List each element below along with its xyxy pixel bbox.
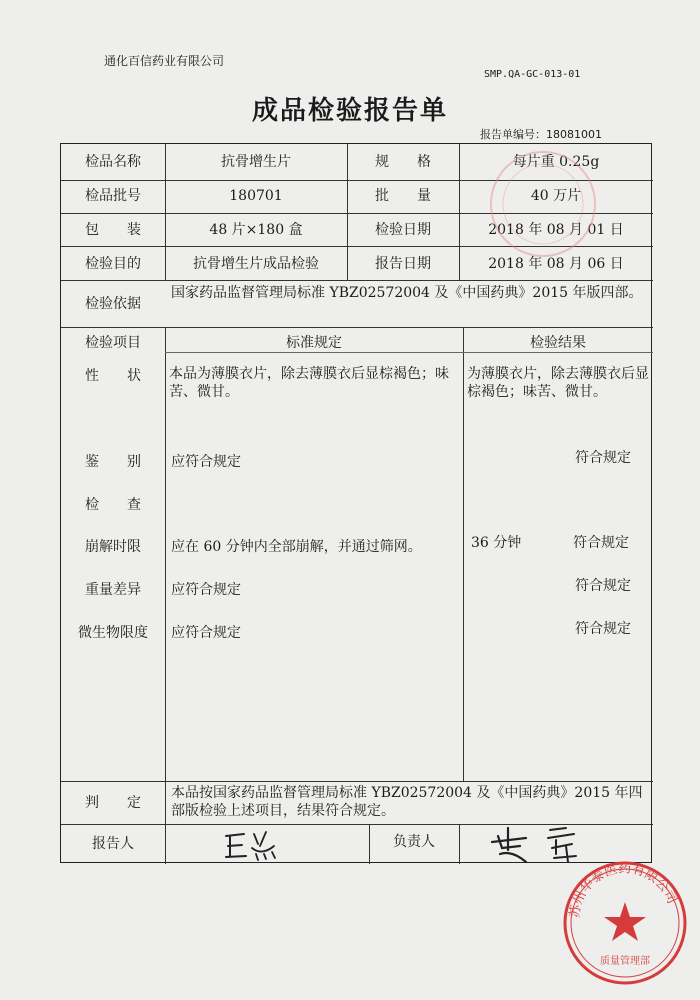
item-name: 重量差异: [85, 582, 141, 598]
item-name: 崩解时限: [85, 539, 141, 555]
company-seal: [560, 858, 690, 988]
item-result: 为薄膜衣片，除去薄膜衣后显棕褐色；味苦、微甘。: [467, 366, 649, 400]
conclusion-label: 判 定: [85, 795, 141, 811]
test-date-value: 2018 年 08 月 01 日: [488, 222, 624, 238]
company-name: 通化百信药业有限公司: [104, 54, 225, 68]
page-title: 成品检验报告单: [251, 96, 448, 126]
svg-text:质量管理部: 质量管理部: [600, 956, 650, 967]
item-standard: 应符合规定: [171, 454, 241, 470]
col-divider: [459, 824, 460, 864]
item-result: 符合规定: [573, 535, 629, 551]
item-standard: 应在 60 分钟内全部崩解，并通过筛网。: [171, 539, 422, 555]
row-divider: [61, 781, 653, 782]
item-name: 性 状: [85, 368, 141, 384]
package-label: 包 装: [85, 222, 141, 238]
row-divider: [61, 280, 653, 281]
reporter-signature: [222, 826, 292, 866]
item-standard: 应符合规定: [171, 625, 241, 641]
item-value: 36 分钟: [471, 535, 522, 551]
package-value: 48 片×180 盒: [209, 222, 303, 238]
report-number: 报告单编号：18081001: [480, 128, 602, 141]
item-name: 微生物限度: [78, 625, 148, 641]
col-divider: [463, 327, 464, 781]
item-standard: 本品为薄膜衣片，除去薄膜衣后显棕褐色；味苦、微甘。: [169, 366, 449, 400]
conclusion-text: 本品按国家药品监督管理局标准 YBZ02572004 及《中国药典》2015 年四部版检验上述项目，结果符合规定。: [171, 785, 643, 819]
report-date-value: 2018 年 08 月 06 日: [488, 256, 624, 272]
responsible-label: 负责人: [393, 834, 435, 850]
purpose-value: 抗骨增生片成品检验: [193, 256, 319, 272]
basis-label: 检验依据: [85, 296, 141, 312]
items-header-result: 检验结果: [530, 335, 586, 351]
report-date-label: 报告日期: [375, 256, 431, 272]
item-result: 符合规定: [575, 621, 631, 637]
item-name: 鉴 别: [85, 454, 141, 470]
item-standard: 应符合规定: [171, 582, 241, 598]
items-header-line: [165, 352, 653, 353]
svg-text:苏州华泰医药有限公司: 苏州华泰医药有限公司: [567, 861, 680, 919]
reporter-label: 报告人: [92, 836, 134, 852]
item-name: 检 查: [85, 497, 141, 513]
batch-label: 检品批号: [85, 188, 141, 204]
quantity-label: 批 量: [375, 188, 431, 204]
row-divider: [61, 327, 653, 328]
col-divider: [165, 824, 166, 864]
batch-value: 180701: [229, 188, 283, 204]
purpose-label: 检验目的: [85, 256, 141, 272]
test-date-label: 检验日期: [375, 222, 431, 238]
items-header-standard: 标准规定: [286, 335, 342, 351]
quantity-value: 40 万片: [530, 188, 582, 204]
spec-label: 规 格: [375, 154, 431, 170]
items-header-item: 检验项目: [85, 335, 141, 351]
faint-stamp: [478, 148, 608, 260]
item-result: 符合规定: [575, 450, 631, 466]
product-name-label: 检品名称: [85, 154, 141, 170]
document-code: SMP.QA-GC-013-01: [484, 69, 581, 80]
item-result: 符合规定: [575, 578, 631, 594]
basis-value: 国家药品监督管理局标准 YBZ02572004 及《中国药典》2015 年版四部。: [171, 285, 643, 301]
col-divider: [165, 327, 166, 824]
spec-value: 每片重 0.25g: [512, 154, 600, 170]
product-name-value: 抗骨增生片: [221, 154, 291, 170]
